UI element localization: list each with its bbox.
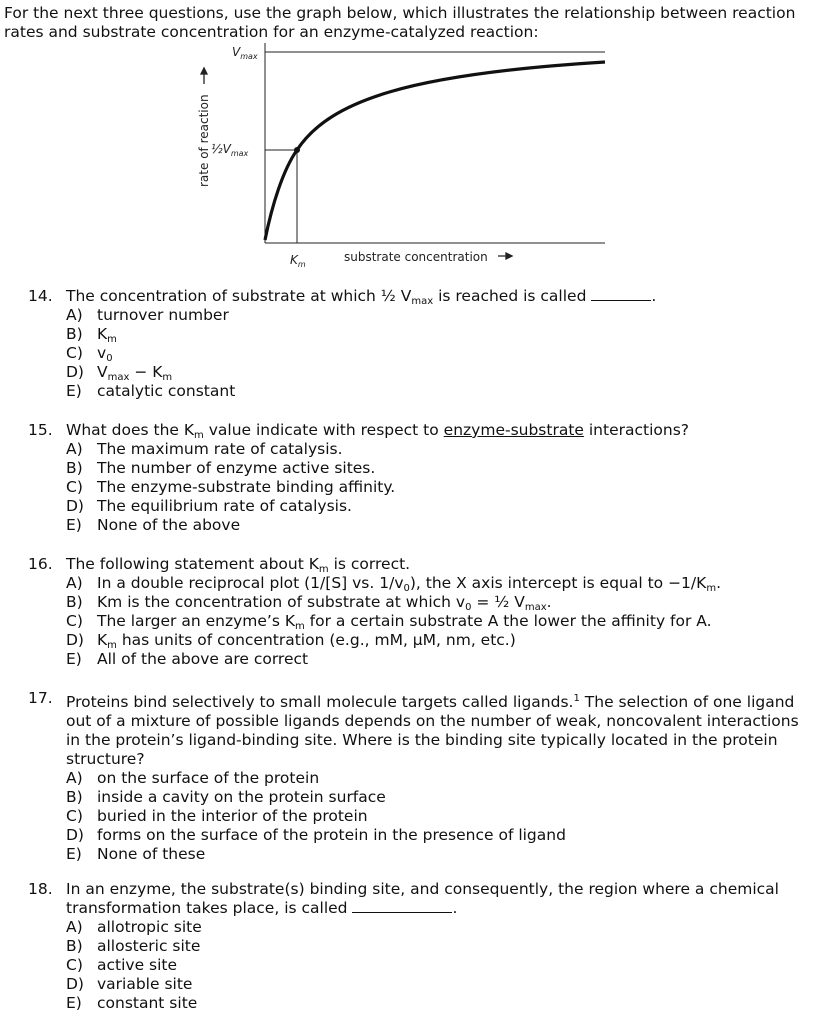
option-a: A) In a double reciprocal plot (1/[S] vs. $1/v_0$), the X axis intercept is equal to $-1/K_m$. — [66, 574, 721, 594]
option-e: E) All of the above are correct — [66, 650, 309, 668]
question-number: 15. — [28, 421, 53, 439]
question-16 — [28, 555, 808, 669]
option-b: B) allosteric site — [66, 937, 201, 955]
half-vmax-label: $\frac{1}{2}V_{max}$ — [211, 142, 249, 158]
y-axis-arrow-icon — [201, 68, 207, 84]
option-d: D) variable site — [66, 975, 193, 993]
question-number: 16. — [28, 555, 53, 573]
question-stem: The following statement about $K_m$ is correct. — [66, 555, 411, 575]
option-c: C) buried in the interior of the protein — [66, 807, 368, 826]
question-stem: Proteins bind selectively to small molecule targets called ligands.$^1$ The selection of one ligand out of a mixture of possible ligands depends on the number of weak, noncovalent interactions in the protein’s ligand-binding site. Where is the binding site typically located in the protein structure? — [66, 693, 799, 769]
option-b: B) Km is the concentration of substrate at which $v_0$ = ½ $V_{max}$. — [66, 593, 552, 613]
question-stem: What does the $K_m$ value indicate with respect to enzyme-substrate interactions? — [66, 421, 690, 441]
option-a: A) turnover number — [66, 306, 229, 324]
option-d: D) $V_{max} - K_m$ — [66, 363, 173, 383]
question-18 — [28, 880, 808, 1013]
question-stem: The concentration of substrate at which ½ $V_{max}$ is reached is called . — [66, 287, 657, 307]
option-b: B) $K_m$ — [66, 325, 117, 345]
x-axis-arrow-icon — [498, 253, 512, 259]
km-label: $K_m$ — [290, 253, 306, 269]
option-c: C) The enzyme-substrate binding affinity. — [66, 478, 396, 496]
y-axis-label: rate of reaction — [197, 94, 211, 187]
option-e: E) None of these — [66, 845, 206, 864]
option-b: B) inside a cavity on the protein surface — [66, 788, 386, 807]
question-number: 14. — [28, 287, 53, 305]
question-15 — [28, 421, 808, 535]
option-e: E) None of the above — [66, 516, 241, 534]
option-a: A) The maximum rate of catalysis. — [66, 440, 343, 458]
option-e: E) constant site — [66, 994, 198, 1012]
option-d: D) forms on the surface of the protein in the presence of ligand — [66, 826, 566, 845]
question-stem: In an enzyme, the substrate(s) binding site, and consequently, the region where a chemical transformation takes place, is called . — [66, 880, 779, 917]
answer-blank — [591, 287, 651, 301]
saturation-curve — [265, 62, 605, 240]
option-d: D) The equilibrium rate of catalysis. — [66, 497, 352, 515]
option-e: E) catalytic constant — [66, 382, 236, 400]
question-number: 17. — [28, 689, 53, 707]
intro-text: For the next three questions, use the graph below, which illustrates the relationship between reaction rates and substrate concentration for an enzyme-catalyzed reaction: — [4, 4, 796, 41]
question-14 — [28, 287, 808, 401]
option-a: A) allotropic site — [66, 918, 202, 936]
option-c: C) active site — [66, 956, 178, 974]
half-vmax-point — [294, 147, 300, 153]
x-axis-label: substrate concentration — [344, 250, 488, 264]
enzyme-kinetics-graph — [0, 0, 816, 280]
question-number: 18. — [28, 880, 53, 898]
footnote-marker: 1 — [573, 693, 580, 704]
answer-blank — [352, 899, 452, 913]
vmax-label: $V_{max}$ — [232, 45, 258, 61]
option-c: C) $v_0$ — [66, 344, 113, 364]
option-d: D) $K_m$ has units of concentration (e.g., mM, µM, nm, etc.) — [66, 631, 516, 651]
option-c: C) The larger an enzyme’s $K_m$ for a certain substrate A the lower the affinity for A. — [66, 612, 712, 632]
question-17 — [28, 689, 808, 864]
underlined-term: enzyme-substrate — [443, 421, 584, 439]
option-b: B) The number of enzyme active sites. — [66, 459, 376, 477]
option-a: A) on the surface of the protein — [66, 769, 320, 788]
